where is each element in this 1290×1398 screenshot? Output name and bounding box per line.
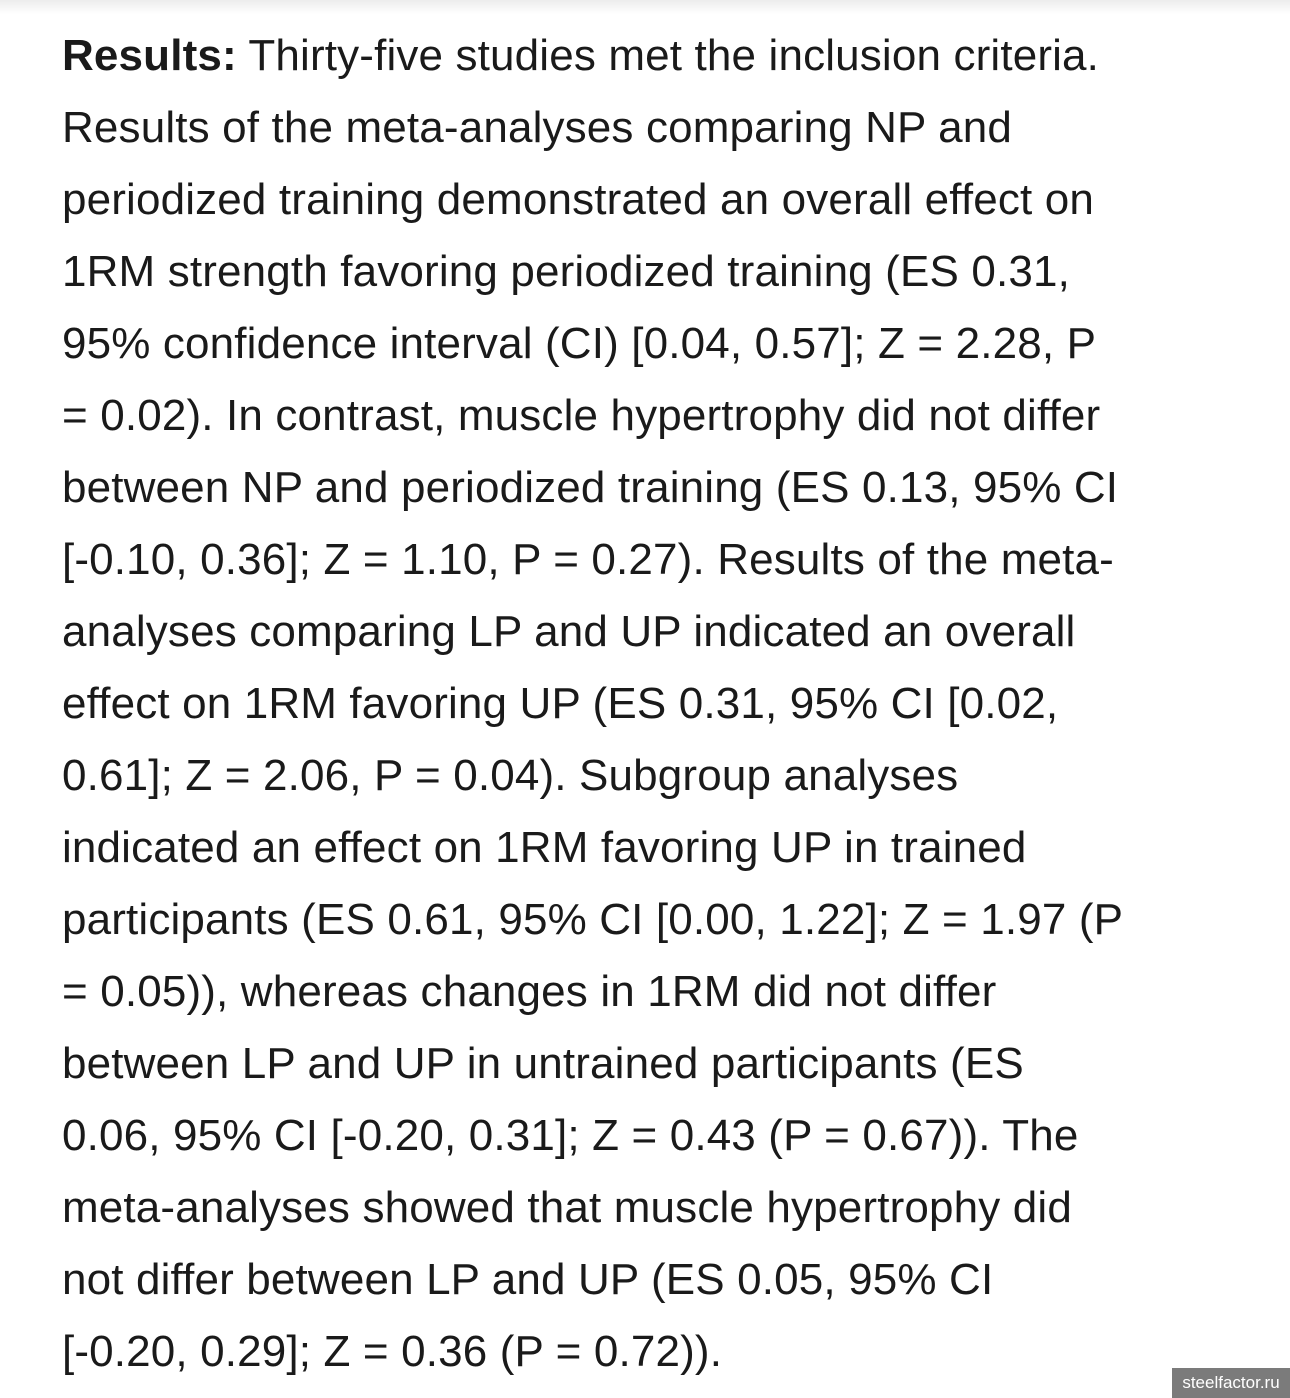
paragraph-line: analyses comparing LP and UP indicated an overall [62,607,1076,656]
paragraph-line: not differ between LP and UP (ES 0.05, 95% CI [62,1255,994,1304]
watermark-badge: steelfactor.ru [1172,1368,1290,1398]
paragraph-line: between NP and periodized training (ES 0.13, 95% CI [62,463,1119,512]
paragraph-line: effect on 1RM favoring UP (ES 0.31, 95% CI [0.02, [62,679,1059,728]
paragraph-line: participants (ES 0.61, 95% CI [0.00, 1.22]; Z = 1.97 (P [62,895,1124,944]
paragraph-line: indicated an effect on 1RM favoring UP in trained [62,823,1027,872]
results-label: Results: [62,31,237,80]
paragraph-line: Results of the meta-analyses comparing NP and [62,103,1012,152]
paragraph-line: = 0.02). In contrast, muscle hypertrophy did not differ [62,391,1101,440]
paragraph-line: meta-analyses showed that muscle hypertrophy did [62,1183,1072,1232]
paragraph-line: = 0.05)), whereas changes in 1RM did not differ [62,967,997,1016]
paragraph-line: 0.61]; Z = 2.06, P = 0.04). Subgroup analyses [62,751,959,800]
paragraph-line: [-0.20, 0.29]; Z = 0.36 (P = 0.72)). [62,1327,723,1376]
paragraph-line [62,20,1232,92]
paragraph-line: [-0.10, 0.36]; Z = 1.10, P = 0.27). Results of the meta- [62,535,1114,584]
top-edge-shadow [0,0,1290,14]
paragraph-line: periodized training demonstrated an overall effect on [62,175,1095,224]
paragraph-line: 1RM strength favoring periodized training (ES 0.31, [62,247,1070,296]
results-paragraph [62,20,1232,1388]
paragraph-line: between LP and UP in untrained participants (ES [62,1039,1024,1088]
paragraph-line: 95% confidence interval (CI) [0.04, 0.57]; Z = 2.28, P [62,319,1097,368]
line-text: Thirty-five studies met the inclusion criteria. [236,31,1100,80]
paragraph-line: 0.06, 95% CI [-0.20, 0.31]; Z = 0.43 (P = 0.67)). The [62,1111,1079,1160]
